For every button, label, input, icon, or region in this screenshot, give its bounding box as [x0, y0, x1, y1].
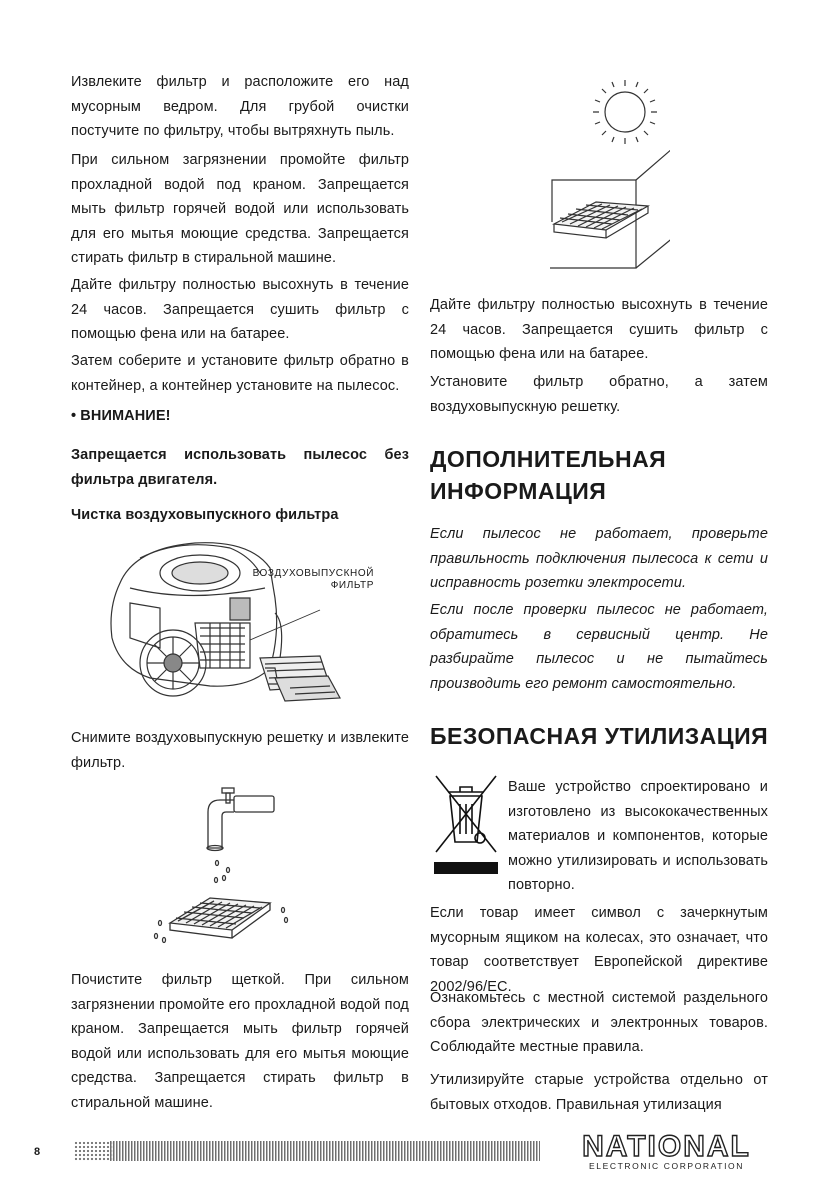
heading-line1: ДОПОЛНИТЕЛЬНАЯ — [430, 446, 667, 472]
paragraph: Дайте фильтру полностью высохнуть в течение 24 часов. Запрещается сушить фильтр с помощью фена или на батарее. — [71, 277, 409, 342]
logo-main-text: NATIONAL — [582, 1130, 751, 1163]
subheading: Чистка воздуховыпускного фильтра — [71, 507, 339, 523]
section-heading — [430, 443, 770, 507]
crossed-bin-icon — [430, 770, 502, 878]
paragraph: Утилизируйте старые устройства отдельно от бытовых отходов. Правильная утилизация — [430, 1072, 768, 1113]
sun-drying-illustration — [540, 72, 670, 272]
info-paragraph: Если после проверки пылесос не работает, обратитесь в сервисный центр. Не разбирайте пылесос и не пытайтесь производить его ремонт самостоятельно. — [430, 602, 768, 692]
section-heading: БЕЗОПАСНАЯ УТИЛИЗАЦИЯ — [430, 723, 769, 749]
footer-pattern — [74, 1141, 114, 1161]
logo-sub-text: ELECTRONIC CORPORATION — [589, 1161, 744, 1171]
weee-text: Ваше устройство спроектировано и изготовлено из высококачественных материалов и компонентов, которые можно утилизировать и использовать повторно. — [508, 779, 768, 893]
paragraph: При сильном загрязнении промойте фильтр прохладной водой под краном. Запрещается мыть фильтр горячей водой или использовать для его мытья моющие средства. Запрещается стирать фильтр в стиральной машине. — [71, 152, 409, 266]
figure-label-line2: ФИЛЬТР — [330, 580, 374, 591]
figure-label — [250, 568, 374, 592]
paragraph: Дайте фильтру полностью высохнуть в течение 24 часов. Запрещается сушить фильтр с помощью фена или на батарее. — [430, 297, 768, 362]
figure-label-line1: ВОЗДУХОВЫПУСКНОЙ — [252, 568, 374, 579]
page-number: 8 — [34, 1146, 41, 1158]
vacuum-illustration — [100, 528, 390, 708]
info-paragraph: Если пылесос не работает, проверьте правильность подключения пылесоса к сети и исправность розетки электросети. — [430, 526, 768, 591]
faucet-filter-illustration — [140, 778, 290, 953]
paragraph: Если товар имеет символ с зачеркнутым мусорным ящиком на колесах, это означает, что товар соответствует Европейской директиве 2002/96/EC. — [430, 905, 768, 995]
warning-title: • ВНИМАНИЕ! — [71, 408, 171, 424]
heading-line2: ИНФОРМАЦИЯ — [430, 478, 607, 504]
paragraph: Снимите воздуховыпускную решетку и извлеките фильтр. — [71, 730, 409, 771]
warning-text: Запрещается использовать пылесос без фильтра двигателя. — [71, 447, 409, 488]
paragraph: Затем соберите и установите фильтр обратно в контейнер, а контейнер установите на пылесос. — [71, 353, 409, 394]
footer-bar — [110, 1141, 540, 1161]
paragraph: Извлеките фильтр и расположите его над мусорным ведром. Для грубой очистки постучите по фильтру, чтобы вытряхнуть пыль. — [71, 74, 409, 139]
paragraph: Ознакомьтесь с местной системой раздельного сбора электрических и электронных товаров. Соблюдайте местные правила. — [430, 990, 768, 1055]
brand-logo — [565, 1130, 768, 1171]
paragraph: Почистите фильтр щеткой. При сильном загрязнении промойте его прохладной водой под краном. Запрещается мыть фильтр горячей водой или использовать для его мытья моющие средства. Запрещается стирать фильтр в стиральной машине. — [71, 972, 409, 1111]
paragraph: Установите фильтр обратно, а затем воздуховыпускную решетку. — [430, 374, 768, 415]
